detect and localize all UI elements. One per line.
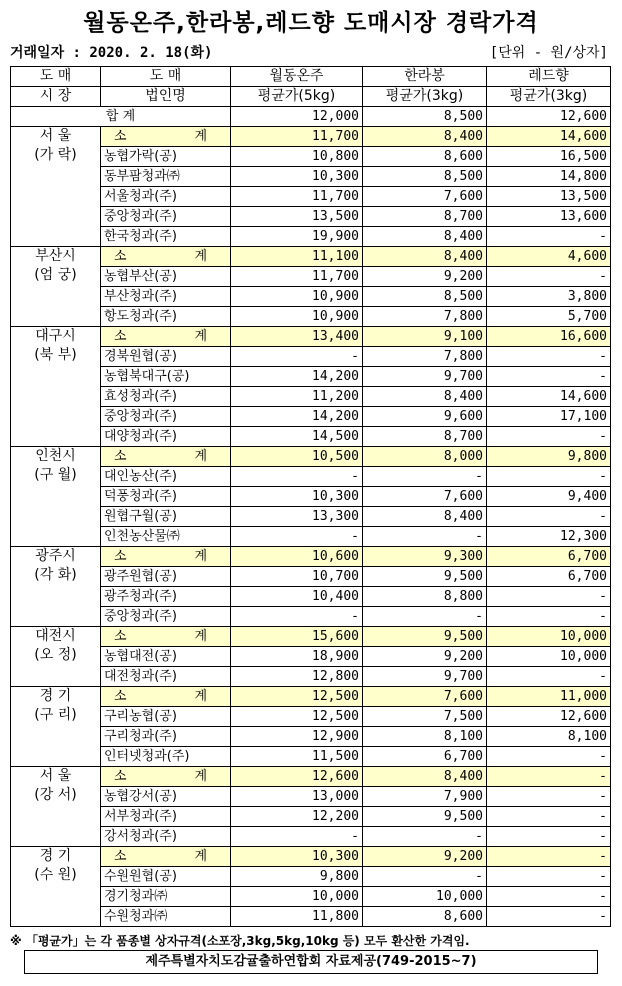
subtotal-value: 9,300 (363, 547, 487, 567)
price-cell: 11,700 (231, 267, 363, 287)
price-cell: 7,900 (363, 787, 487, 807)
price-cell: 9,800 (231, 867, 363, 887)
corp-name: 인천농산물㈜ (101, 527, 231, 547)
corp-name: 서울청과(주) (101, 187, 231, 207)
price-cell: - (363, 867, 487, 887)
subtotal-value: 11,100 (231, 247, 363, 267)
table-row (11, 747, 611, 767)
price-cell: 9,200 (363, 267, 487, 287)
corp-name: 중앙청과(주) (101, 607, 231, 627)
table-row (11, 287, 611, 307)
market-name: 대전시 (35, 628, 76, 644)
table-row (11, 467, 611, 487)
corp-name: 경북원협(공) (101, 347, 231, 367)
corp-name: 중앙청과(주) (101, 407, 231, 427)
price-cell: 9,500 (363, 807, 487, 827)
price-cell: - (487, 507, 611, 527)
subtotal-value: 6,700 (487, 547, 611, 567)
price-cell: 19,900 (231, 227, 363, 247)
market-name: 서 울 (39, 768, 72, 784)
corp-name: 농협가락(공) (101, 147, 231, 167)
subtotal-value: 9,500 (363, 627, 487, 647)
market-name: 대구시 (35, 328, 76, 344)
price-cell: 8,100 (487, 727, 611, 747)
corp-name: 강서청과(주) (101, 827, 231, 847)
price-cell: 12,200 (231, 807, 363, 827)
price-cell: 8,700 (363, 427, 487, 447)
price-cell: - (487, 747, 611, 767)
price-cell: 12,300 (487, 527, 611, 547)
price-cell: 7,800 (363, 347, 487, 367)
subtotal-value: 8,400 (363, 127, 487, 147)
corp-name: 수원원협(공) (101, 867, 231, 887)
price-table (10, 66, 611, 927)
subtotal-value: 7,600 (363, 687, 487, 707)
price-cell: - (363, 527, 487, 547)
price-cell: 3,800 (487, 287, 611, 307)
market-area: (각 화) (34, 567, 77, 583)
price-cell: 8,400 (363, 387, 487, 407)
market-area: (수 원) (34, 867, 77, 883)
subtotal-row (11, 547, 611, 567)
price-cell: 8,600 (363, 907, 487, 927)
price-cell: - (487, 867, 611, 887)
subtotal-label: 소 계 (101, 847, 231, 867)
price-cell: 11,700 (231, 187, 363, 207)
subtotal-row (11, 767, 611, 787)
price-cell: 13,500 (487, 187, 611, 207)
corp-name: 인터넷청과(주) (101, 747, 231, 767)
price-cell: 11,200 (231, 387, 363, 407)
corp-name: 덕풍청과(주) (101, 487, 231, 507)
total-label: 합 계 (11, 107, 231, 127)
total-value-3: 12,600 (487, 107, 611, 127)
table-row (11, 147, 611, 167)
price-cell: 5,700 (487, 307, 611, 327)
table-row (11, 487, 611, 507)
price-cell: 8,500 (363, 167, 487, 187)
price-cell: 8,400 (363, 227, 487, 247)
price-cell: 12,900 (231, 727, 363, 747)
price-cell: - (363, 607, 487, 627)
total-value-2: 8,500 (363, 107, 487, 127)
corp-name: 동부팜청과㈜ (101, 167, 231, 187)
subtotal-value: 15,600 (231, 627, 363, 647)
market-cell (11, 447, 101, 547)
subtotal-value: - (487, 847, 611, 867)
subtotal-value: 9,100 (363, 327, 487, 347)
price-cell: 9,700 (363, 367, 487, 387)
market-area: (구 리) (34, 707, 77, 723)
price-cell: 7,800 (363, 307, 487, 327)
price-cell: 10,000 (231, 887, 363, 907)
corp-name: 대전청과(주) (101, 667, 231, 687)
corp-name: 효성청과(주) (101, 387, 231, 407)
market-area: (강 서) (34, 787, 77, 803)
market-cell (11, 847, 101, 927)
price-cell: 11,500 (231, 747, 363, 767)
subtotal-value: 10,300 (231, 847, 363, 867)
subtotal-row (11, 247, 611, 267)
price-cell: 13,300 (231, 507, 363, 527)
corp-name: 수원청과㈜ (101, 907, 231, 927)
table-row (11, 307, 611, 327)
table-row (11, 507, 611, 527)
corp-name: 농협대전(공) (101, 647, 231, 667)
total-value-1: 12,000 (231, 107, 363, 127)
subtotal-value: 8,400 (363, 767, 487, 787)
unit-label: [단위 - 원/상자] (489, 45, 608, 61)
market-cell (11, 627, 101, 687)
table-row (11, 207, 611, 227)
subtotal-value: 4,600 (487, 247, 611, 267)
price-cell: - (487, 367, 611, 387)
corp-name: 항도청과(주) (101, 307, 231, 327)
header-product-3: 레드향 (487, 67, 611, 87)
table-row (11, 907, 611, 927)
price-cell: 14,500 (231, 427, 363, 447)
price-cell: 10,900 (231, 287, 363, 307)
price-cell: - (487, 807, 611, 827)
table-row (11, 827, 611, 847)
market-area: (오 정) (34, 647, 77, 663)
page-title: 월동온주,한라봉,레드향 도매시장 경락가격 (83, 10, 539, 36)
subtotal-label: 소 계 (101, 247, 231, 267)
corp-name: 광주청과(주) (101, 587, 231, 607)
header-product-1: 월동온주 (231, 67, 363, 87)
header-corp-sub: 법인명 (101, 87, 231, 107)
table-row (11, 887, 611, 907)
table-row (11, 347, 611, 367)
table-row (11, 527, 611, 547)
price-cell: 7,500 (363, 707, 487, 727)
price-cell: - (487, 467, 611, 487)
market-name: 서 울 (39, 128, 72, 144)
subtotal-row (11, 447, 611, 467)
price-cell: 13,000 (231, 787, 363, 807)
table-row (11, 387, 611, 407)
corp-name: 원협구월(공) (101, 507, 231, 527)
price-cell: - (231, 827, 363, 847)
subtotal-label: 소 계 (101, 327, 231, 347)
market-name: 인천시 (35, 448, 76, 464)
subtotal-value: 14,600 (487, 127, 611, 147)
table-row (11, 647, 611, 667)
table-row (11, 587, 611, 607)
price-cell: 14,200 (231, 407, 363, 427)
subtotal-value: 9,800 (487, 447, 611, 467)
subtotal-value: 10,500 (231, 447, 363, 467)
corp-name: 부산청과(주) (101, 287, 231, 307)
price-cell: 7,600 (363, 187, 487, 207)
subtotal-label: 소 계 (101, 687, 231, 707)
corp-name: 농협강서(공) (101, 787, 231, 807)
table-row (11, 187, 611, 207)
price-cell: 6,700 (363, 747, 487, 767)
table-row (11, 407, 611, 427)
market-name: 광주시 (35, 548, 76, 564)
price-cell: 9,600 (363, 407, 487, 427)
price-cell: - (487, 227, 611, 247)
price-cell: 18,900 (231, 647, 363, 667)
subtotal-value: 10,600 (231, 547, 363, 567)
market-cell (11, 247, 101, 327)
corp-name: 중앙청과(주) (101, 207, 231, 227)
price-cell: 8,500 (363, 287, 487, 307)
price-cell: 10,400 (231, 587, 363, 607)
corp-name: 대인농산(주) (101, 467, 231, 487)
price-cell: 13,600 (487, 207, 611, 227)
subtotal-row (11, 327, 611, 347)
price-cell: 10,900 (231, 307, 363, 327)
price-cell: - (487, 607, 611, 627)
subtotal-value: 16,600 (487, 327, 611, 347)
header-market-sub: 시 장 (11, 87, 101, 107)
market-area: (엄 궁) (34, 267, 77, 283)
market-area: (북 부) (34, 347, 77, 363)
price-cell: 10,300 (231, 487, 363, 507)
trade-date: 거래일자 : 2020. 2. 18(화) (10, 45, 213, 61)
market-cell (11, 687, 101, 767)
corp-name: 농협북대구(공) (101, 367, 231, 387)
price-cell: - (363, 827, 487, 847)
price-cell: - (363, 467, 487, 487)
table-row (11, 427, 611, 447)
subtotal-label: 소 계 (101, 127, 231, 147)
market-area: (구 월) (34, 467, 77, 483)
table-row (11, 167, 611, 187)
footnote: ※ 「평균가」는 각 품종별 상자규격(소포장,3kg,5kg,10kg 등) 모두 환산한 가격임. (10, 934, 470, 948)
table-row (11, 787, 611, 807)
market-name: 경 기 (39, 688, 72, 704)
corp-name: 경기청과㈜ (101, 887, 231, 907)
price-cell: 10,000 (487, 647, 611, 667)
price-cell: - (487, 787, 611, 807)
price-cell: 8,700 (363, 207, 487, 227)
price-cell: - (231, 607, 363, 627)
subtotal-value: 12,600 (231, 767, 363, 787)
header-market: 도 매 (11, 67, 101, 87)
price-cell: 7,600 (363, 487, 487, 507)
price-cell: 8,100 (363, 727, 487, 747)
header-product-2: 한라봉 (363, 67, 487, 87)
corp-name: 서부청과(주) (101, 807, 231, 827)
price-cell: 8,800 (363, 587, 487, 607)
subtotal-label: 소 계 (101, 547, 231, 567)
price-cell: 14,600 (487, 387, 611, 407)
table-row (11, 227, 611, 247)
price-cell: 12,800 (231, 667, 363, 687)
subtotal-value: 13,400 (231, 327, 363, 347)
table-row (11, 807, 611, 827)
subtotal-value: - (487, 767, 611, 787)
header-avg-2: 평균가(3kg) (363, 87, 487, 107)
price-cell: 10,300 (231, 167, 363, 187)
market-cell (11, 767, 101, 847)
table-row (11, 727, 611, 747)
header-avg-3: 평균가(3kg) (487, 87, 611, 107)
subtotal-label: 소 계 (101, 447, 231, 467)
price-cell: - (487, 827, 611, 847)
price-cell: 8,600 (363, 147, 487, 167)
price-cell: 9,700 (363, 667, 487, 687)
price-cell: 12,600 (487, 707, 611, 727)
subtotal-value: 10,000 (487, 627, 611, 647)
price-cell: - (231, 467, 363, 487)
subtotal-value: 12,500 (231, 687, 363, 707)
header-avg-1: 평균가(5kg) (231, 87, 363, 107)
price-cell: 12,500 (231, 707, 363, 727)
market-cell (11, 547, 101, 627)
corp-name: 한국청과(주) (101, 227, 231, 247)
price-cell: - (231, 347, 363, 367)
price-cell: 10,700 (231, 567, 363, 587)
market-cell (11, 127, 101, 247)
price-cell: - (487, 887, 611, 907)
price-cell: 9,200 (363, 647, 487, 667)
table-row (11, 707, 611, 727)
price-cell: - (487, 267, 611, 287)
subtotal-value: 11,700 (231, 127, 363, 147)
corp-name: 구리농협(공) (101, 707, 231, 727)
price-cell: 10,800 (231, 147, 363, 167)
price-cell: 9,500 (363, 567, 487, 587)
subtotal-row (11, 627, 611, 647)
header-corp: 도 매 (101, 67, 231, 87)
table-row (11, 567, 611, 587)
table-row (11, 367, 611, 387)
price-cell: - (231, 527, 363, 547)
price-cell: 8,400 (363, 507, 487, 527)
corp-name: 대양청과(주) (101, 427, 231, 447)
source-box: 제주특별자치도감귤출하연합회 자료제공(749-2015~7) (24, 950, 598, 974)
subtotal-label: 소 계 (101, 627, 231, 647)
subtotal-row (11, 687, 611, 707)
subtotal-label: 소 계 (101, 767, 231, 787)
price-cell: 14,800 (487, 167, 611, 187)
price-cell: 11,800 (231, 907, 363, 927)
price-cell: 14,200 (231, 367, 363, 387)
subtotal-row (11, 127, 611, 147)
table-row (11, 867, 611, 887)
price-cell: - (487, 907, 611, 927)
subtotal-value: 8,400 (363, 247, 487, 267)
price-cell: 6,700 (487, 567, 611, 587)
price-cell: 16,500 (487, 147, 611, 167)
subtotal-value: 8,000 (363, 447, 487, 467)
price-cell: 17,100 (487, 407, 611, 427)
price-cell: - (487, 347, 611, 367)
market-name: 경 기 (39, 848, 72, 864)
corp-name: 농협부산(공) (101, 267, 231, 287)
corp-name: 광주원협(공) (101, 567, 231, 587)
subtotal-value: 9,200 (363, 847, 487, 867)
market-area: (가 락) (34, 147, 77, 163)
market-name: 부산시 (35, 248, 76, 264)
market-cell (11, 327, 101, 447)
price-cell: - (487, 667, 611, 687)
price-cell: 13,500 (231, 207, 363, 227)
corp-name: 구리청과(주) (101, 727, 231, 747)
price-cell: - (487, 587, 611, 607)
price-cell: - (487, 427, 611, 447)
subtotal-value: 11,000 (487, 687, 611, 707)
table-row (11, 667, 611, 687)
price-cell: 9,400 (487, 487, 611, 507)
subtotal-row (11, 847, 611, 867)
table-row (11, 267, 611, 287)
price-cell: 10,000 (363, 887, 487, 907)
table-row (11, 607, 611, 627)
